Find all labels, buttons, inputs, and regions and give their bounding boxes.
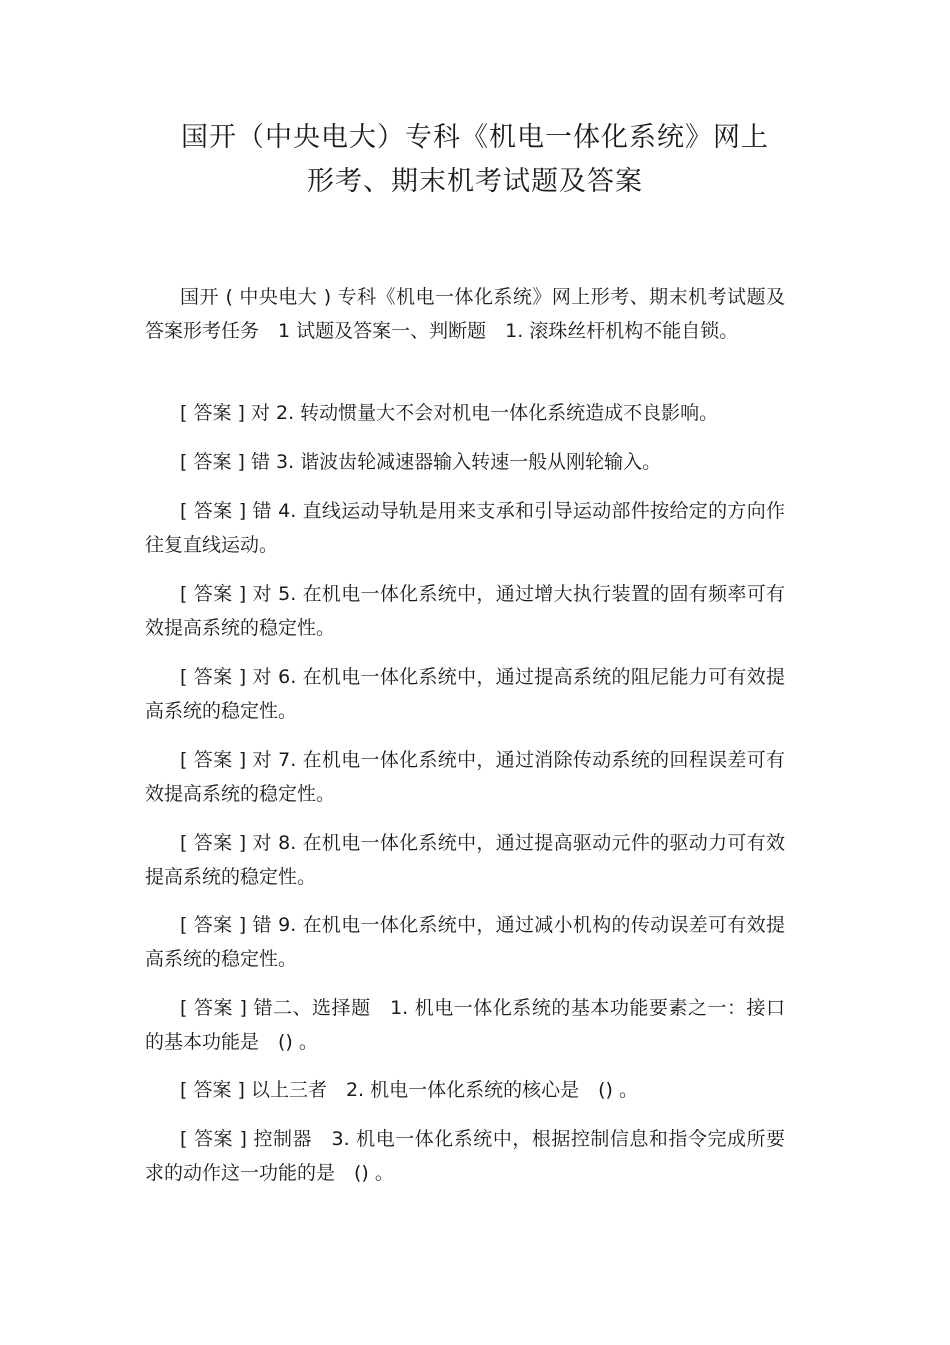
paragraph-answer-1: [ 答案 ] 对 2. 转动惯量大不会对机电一体化系统造成不良影响。 xyxy=(180,402,719,424)
paragraph-intro: 国开 ( 中央电大 ) 专科《机电一体化系统》网上形考、期末机考试题及答案形考任务 1 试题及答案一、判断题 1. 滚珠丝杆机构不能自锁。 xyxy=(145,286,785,342)
paragraph-answer-7: [ 答案 ] 对 8. 在机电一体化系统中，通过提高驱动元件的驱动力可有效提高系统的稳定性。 xyxy=(145,832,785,888)
paragraph-answer-8: [ 答案 ] 错 9. 在机电一体化系统中，通过减小机构的传动误差可有效提高系统的稳定性。 xyxy=(145,914,785,970)
paragraph-answer-9: [ 答案 ] 错二、选择题 1. 机电一体化系统的基本功能要素之一：接口的基本功能是 () 。 xyxy=(145,997,785,1053)
paragraph-answer-5: [ 答案 ] 对 6. 在机电一体化系统中，通过提高系统的阻尼能力可有效提高系统的稳定性。 xyxy=(145,666,785,722)
paragraph-answer-10: [ 答案 ] 以上三者 2. 机电一体化系统的核心是 () 。 xyxy=(180,1079,638,1101)
paragraph-answer-4: [ 答案 ] 对 5. 在机电一体化系统中，通过增大执行装置的固有频率可有效提高系统的稳定性。 xyxy=(145,583,785,639)
paragraph-answer-6: [ 答案 ] 对 7. 在机电一体化系统中，通过消除传动系统的回程误差可有效提高系统的稳定性。 xyxy=(145,749,785,805)
paragraph-answer-3: [ 答案 ] 错 4. 直线运动导轨是用来支承和引导运动部件按给定的方向作往复直线运动。 xyxy=(145,500,785,556)
paragraph-answer-2: [ 答案 ] 错 3. 谐波齿轮减速器输入转速一般从刚轮输入。 xyxy=(180,451,662,473)
paragraph-answer-11: [ 答案 ] 控制器 3. 机电一体化系统中，根据控制信息和指令完成所要求的动作这一功能的是 () 。 xyxy=(145,1128,785,1184)
document-title-line-2: 形考、期末机考试题及答案 xyxy=(307,166,643,197)
document-title-line-1: 国开（中央电大）专科《机电一体化系统》网上 xyxy=(181,122,769,153)
